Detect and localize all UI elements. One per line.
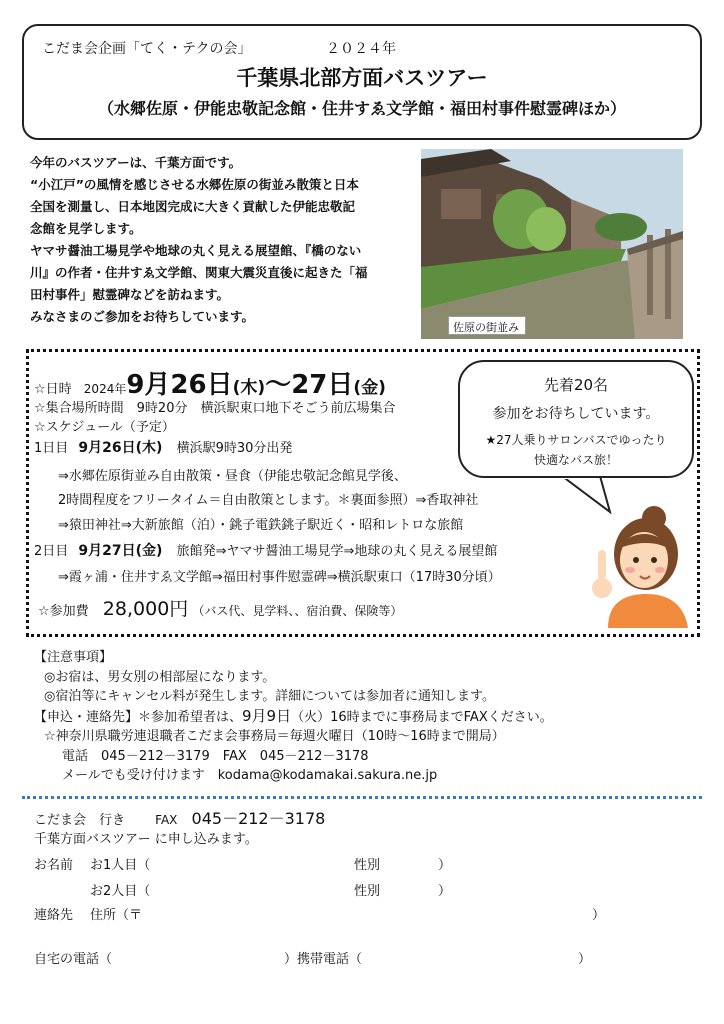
apply-head: 【申込・連絡先】＊参加希望者は、 [34, 709, 243, 725]
bubble-bus: ★27人乗りサロンバスでゆったり [485, 433, 667, 447]
date-separator: ～ [265, 370, 292, 400]
date-row [34, 364, 386, 401]
form-recipient: こだま会 行き [34, 813, 126, 828]
date-start: 9月26日 [126, 370, 233, 400]
day2-line: 旅館発⇒ヤマサ醤油工場見学⇒地球の丸く見える展望館 [176, 544, 498, 559]
contact-email: メールでも受け付けます kodama@kodamakai.sakura.ne.jp [62, 768, 438, 783]
notes-heading: 【注意事項】 [34, 650, 113, 665]
form-person1-field[interactable]: お1人目（ [90, 858, 151, 873]
sawara-photo [421, 149, 683, 339]
page-title: 千葉県北部方面バスツアー [236, 66, 488, 90]
fee-note: （バス代、見学料、、宿泊費、保険等） [192, 604, 403, 618]
cut-line [22, 796, 702, 799]
day1-line: ⇒水郷佐原街並み自由散策・昼食（伊能忠敬記念館見学後、 [58, 469, 407, 484]
woman-illustration [588, 502, 698, 628]
page-subtitle: （水郷佐原・伊能忠敬記念館・住井すゑ文学館・福田村事件慰霊碑ほか） [97, 99, 626, 118]
intro-line: 田村事件」慰霊碑などを訪ねます。 [30, 287, 230, 302]
form-gender2-label: 性別 [354, 884, 381, 899]
schedule-label: ☆スケジュール（予定） [34, 420, 175, 435]
intro-line: みなさまのご参加をお待ちしています。 [30, 309, 255, 324]
intro-line: 全国を測量し、日本地図完成に大きく貢献した伊能忠敬記 [30, 199, 356, 214]
fee-row [38, 594, 402, 621]
day1-header [34, 437, 292, 457]
apply-tail: （火）16時までに事務局までFAXください。 [291, 709, 553, 725]
apply-deadline: 9月9日 [242, 706, 292, 725]
day1-line: 2時間程度をフリータイム＝自由散策とします。＊裏面参照）⇒香取神社 [58, 493, 479, 508]
day1-depart: 横浜駅9時30分出発 [176, 441, 293, 456]
contact-phone: 電話 045－212－3179 FAX 045－212－3178 [62, 748, 369, 764]
notes-section [34, 648, 553, 786]
intro-line: 今年のバスツアーは、千葉方面です。 [30, 155, 242, 170]
form-apply-line: 千葉方面バスツアー に申し込みます。 [34, 832, 258, 847]
speech-bubble [458, 360, 694, 478]
form-fax-number: 045－212－3178 [191, 809, 326, 828]
day1-line: ⇒猿田神社⇒大新旅館（泊）・銚子電鉄銚子駅近く・昭和レトロな旅館 [58, 518, 464, 533]
form-mobile-close: ） [578, 952, 592, 967]
apply-line [34, 707, 553, 728]
date-year: 2024年 [83, 382, 127, 396]
office-info: ☆神奈川県職労連退職者こだま会事務局＝毎週火曜日（10時～16時まで開局） [44, 729, 505, 744]
day2-header [34, 540, 497, 560]
bubble-invite: 参加をお待ちしています。 [492, 406, 660, 422]
form-fax-label: FAX [155, 813, 178, 827]
intro-line: 川』の作者・住井すゑ文学館、関東大震災直後に起きた「福 [30, 265, 368, 280]
form-to [34, 806, 325, 829]
fee-label: ☆参加費 [38, 604, 89, 619]
form-person2-field[interactable]: お2人目（ [90, 884, 151, 899]
day2-line: ⇒霞ヶ浦・住井すゑ文学館⇒福田村事件慰霊碑⇒横浜駅東口（17時30分頃） [58, 570, 501, 585]
bubble-capacity: 先着20名 [543, 376, 609, 394]
header-year: ２０２４年 [326, 41, 396, 57]
date-label: ☆日時 [34, 382, 72, 397]
photo-caption: 佐原の街並み [448, 316, 526, 335]
form-contact-label: 連絡先 [34, 908, 74, 923]
day1-prefix: 1日目 [34, 441, 69, 456]
form-gender2-close[interactable]: ） [438, 884, 452, 899]
intro-line: “小江戸”の風情を感じさせる水郷佐原の街並み散策と日本 [30, 177, 359, 192]
bubble-comfort: 快適なバス旅！ [533, 453, 618, 467]
intro-text [30, 152, 430, 328]
note-item: ◎お宿は、男女別の相部屋になります。 [44, 669, 276, 685]
meeting-info: ☆集合場所時間 9時20分 横浜駅東口地下そごう前広場集合 [34, 401, 396, 416]
day2-date: 9月27日(金) [78, 543, 163, 559]
intro-line: 念館を見学します。 [30, 221, 142, 236]
date-end: 27日 [291, 370, 354, 400]
form-address-close: ） [592, 908, 606, 923]
note-item: ◎宿泊等にキャンセル料が発生します。詳細については参加者に通知します。 [44, 689, 496, 704]
day2-prefix: 2日目 [34, 544, 69, 559]
day1-date: 9月26日(木) [78, 440, 163, 456]
form-mobile-phone-field[interactable]: ）携帯電話（ [284, 952, 363, 967]
form-home-phone-field[interactable]: 自宅の電話（ [34, 952, 113, 967]
date-dow-start: (木) [232, 378, 266, 398]
header-org: こだま会企画「てく・テクの会」 [42, 41, 252, 57]
form-gender1-label: 性別 [354, 858, 381, 873]
fee-amount: 28,000円 [102, 598, 189, 620]
date-dow-end: (金) [353, 378, 386, 398]
form-name-label: お名前 [34, 858, 74, 873]
intro-line: ヤマサ醤油工場見学や地球の丸く見える展望館、『橋のない [30, 243, 362, 258]
form-address-field[interactable]: 住所（〒 [90, 908, 143, 923]
form-gender1-close[interactable]: ） [438, 858, 452, 873]
